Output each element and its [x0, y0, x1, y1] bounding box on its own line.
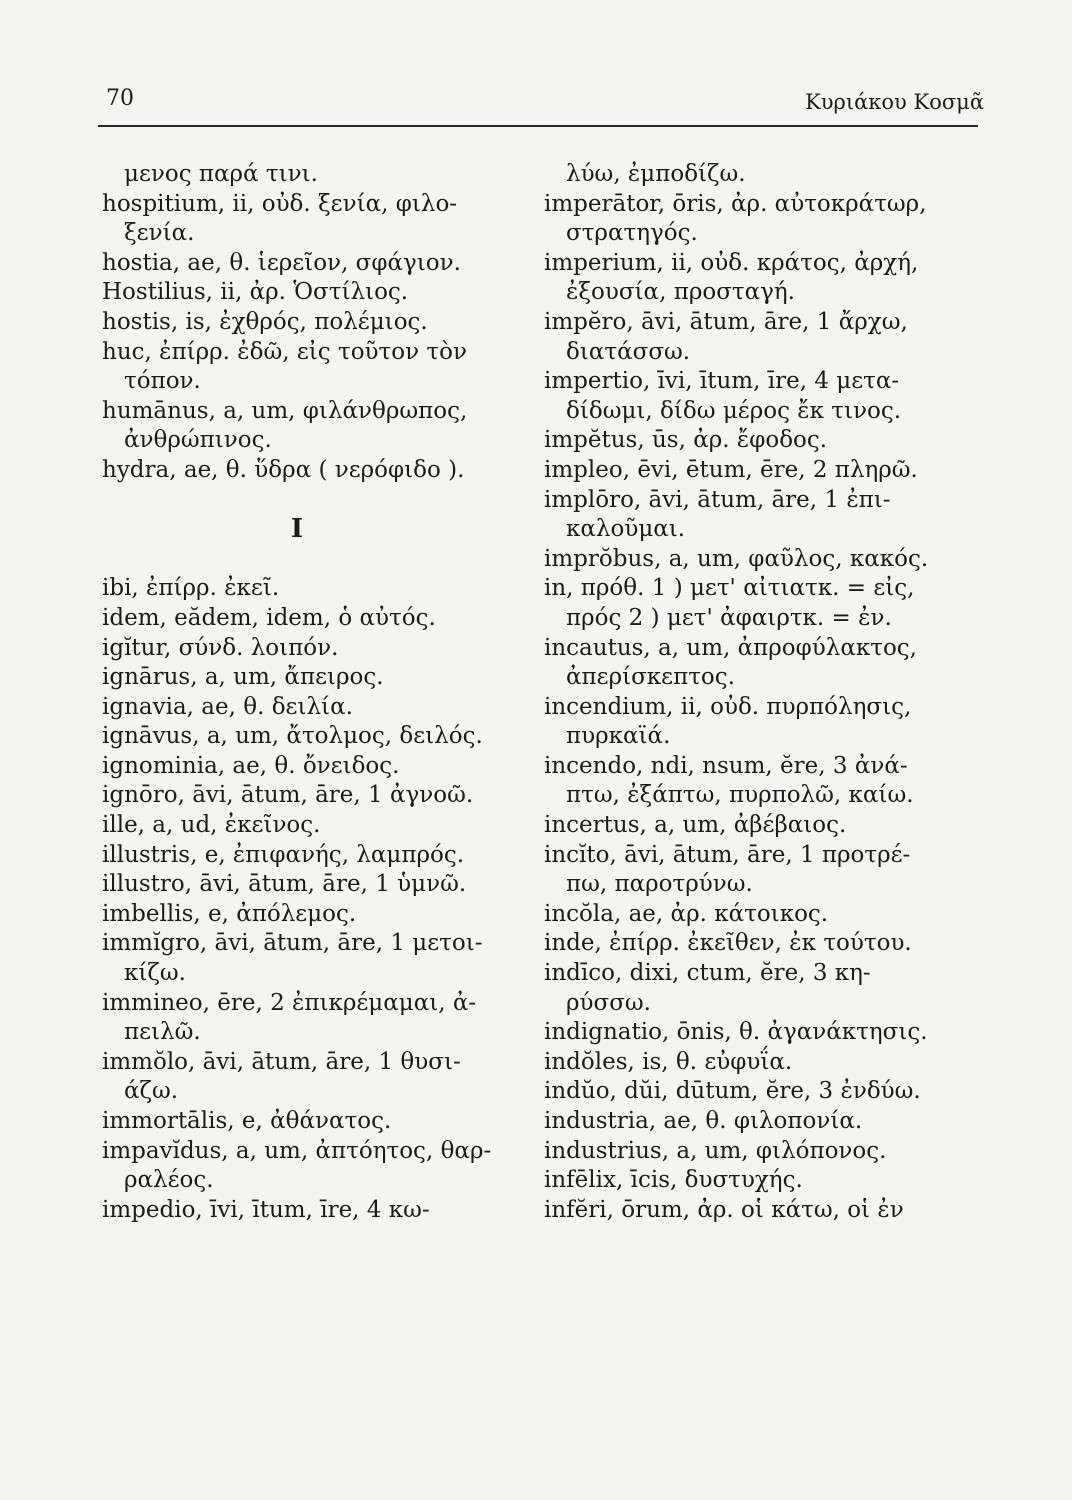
- entry-continuation-line: δίδωμι, δίδω μέρος ἔκ τινος.: [566, 397, 902, 424]
- dictionary-entry-line: ignavia, ae, θ. δειλία.: [102, 693, 353, 720]
- dictionary-entry-line: incŏla, ae, ἀρ. κάτοικος.: [544, 900, 829, 927]
- left-column: [102, 160, 532, 1225]
- entry-continuation-line: πρός 2 ) μετ' ἀφαιρτκ. = ἐν.: [566, 604, 892, 631]
- header-rule: [98, 125, 978, 127]
- page-number: 70: [106, 86, 134, 111]
- dictionary-entry-line: immortālis, e, ἀθάνατος.: [102, 1108, 392, 1134]
- dictionary-entry-line: indignatio, ōnis, θ. ἀγανάκτησις.: [544, 1019, 928, 1046]
- dictionary-entry-line: indŏles, is, θ. εὐφυΐα.: [544, 1048, 793, 1075]
- dictionary-entry-line: imperium, ii, οὐδ. κράτος, ἀρχή,: [544, 249, 919, 276]
- dictionary-entry-line: implōro, āvi, ātum, āre, 1 ἐπι-: [544, 486, 891, 513]
- dictionary-entry-line: hospitium, ii, οὐδ. ξενία, φιλο-: [102, 190, 458, 217]
- dictionary-entry-line: impleo, ēvi, ētum, ēre, 2 πληρῶ.: [544, 456, 918, 483]
- entry-continuation-line: τόπον.: [124, 368, 201, 395]
- dictionary-entry-line: incautus, a, um, ἀπροφύλακτος,: [544, 634, 917, 661]
- entry-continuation-line: ἐξουσία, προσταγή.: [566, 279, 795, 306]
- entry-continuation-line: διατάσσω.: [566, 338, 691, 365]
- dictionary-entry-line: incertus, a, um, ἀβέβαιος.: [544, 812, 847, 839]
- running-head-author: Κυριάκου Κοσμᾶ: [805, 90, 984, 114]
- dictionary-entry-line: immineo, ēre, 2 ἐπικρέμαμαι, ἀ-: [102, 989, 477, 1016]
- dictionary-entry-line: ibi, ἐπίρρ. ἐκεῖ.: [102, 575, 280, 602]
- entry-continuation-line: ἀνθρώπινος.: [124, 427, 272, 454]
- dictionary-entry-line: huc, ἐπίρρ. ἐδῶ, εἰς τοῦτον τὸν: [102, 338, 467, 365]
- entry-continuation-line: πτω, ἐξάπτω, πυρπολῶ, καίω.: [566, 782, 914, 809]
- dictionary-entry-line: ignārus, a, um, ἄπειρος.: [102, 664, 384, 691]
- dictionary-entry-line: impĕtus, ūs, ἀρ. ἔφοδος.: [544, 427, 828, 454]
- dictionary-entry-line: ignōro, āvi, ātum, āre, 1 ἀγνοῶ.: [102, 782, 474, 809]
- dictionary-entry-line: ignominia, ae, θ. ὄνειδος.: [102, 752, 400, 779]
- section-letter: I: [290, 514, 304, 545]
- dictionary-entry-line: igĭtur, σύνδ. λοιπόν.: [102, 634, 339, 661]
- dictionary-entry-line: imprŏbus, a, um, φαῦλος, κακός.: [544, 545, 929, 572]
- right-column: [544, 160, 974, 1225]
- entry-continuation-line: ἀπερίσκεπτος.: [566, 664, 735, 691]
- dictionary-entry-line: ille, a, ud, ἐκεῖνος.: [102, 812, 321, 839]
- dictionary-entry-line: immĭgro, āvi, ātum, āre, 1 μετοι-: [102, 930, 483, 957]
- dictionary-entry-line: indīco, dixi, ctum, ĕre, 3 κη-: [544, 960, 871, 987]
- entry-continuation-line: ξενία.: [124, 220, 195, 247]
- dictionary-entry-line: hostia, ae, θ. ἱερεῖον, σφάγιον.: [102, 249, 461, 276]
- entry-continuation-line: λύω, ἐμποδίζω.: [566, 161, 746, 187]
- dictionary-entry-line: in, πρόθ. 1 ) μετ' αἰτιατκ. = εἰς,: [544, 575, 915, 602]
- dictionary-entry-line: infēlix, īcis, δυστυχής.: [544, 1167, 803, 1194]
- blank-line: [102, 545, 532, 575]
- entry-continuation-line: στρατηγός.: [566, 220, 698, 247]
- dictionary-entry-line: imperātor, ōris, ἀρ. αὐτοκράτωρ,: [544, 190, 927, 217]
- dictionary-entry-line: imbellis, e, ἀπόλεμος.: [102, 900, 357, 927]
- dictionary-entry-line: hydra, ae, θ. ὕδρα ( νερόφιδο ).: [102, 456, 465, 483]
- entry-continuation-line: μενος παρά τινι.: [124, 161, 318, 187]
- dictionary-entry-line: humānus, a, um, φιλάνθρωπος,: [102, 397, 468, 424]
- blank-line: [102, 486, 532, 516]
- dictionary-entry-line: inde, ἐπίρρ. ἐκεῖθεν, ἐκ τούτου.: [544, 930, 912, 957]
- dictionary-entry-line: incendium, ii, οὐδ. πυρπόλησις,: [544, 693, 912, 720]
- dictionary-entry-line: indŭo, dŭi, dūtum, ĕre, 3 ἐνδύω.: [544, 1078, 921, 1105]
- entry-continuation-line: κίζω.: [124, 960, 186, 987]
- entry-continuation-line: άζω.: [124, 1078, 179, 1105]
- entry-continuation-line: ρύσσω.: [566, 989, 651, 1016]
- dictionary-entry-line: immŏlo, āvi, ātum, āre, 1 θυσι-: [102, 1048, 461, 1075]
- entry-continuation-line: πυρκαϊά.: [566, 723, 671, 750]
- dictionary-entry-line: illustris, e, ἐπιφανής, λαμπρός.: [102, 841, 465, 868]
- dictionary-entry-line: illustro, āvi, ātum, āre, 1 ὑμνῶ.: [102, 871, 467, 898]
- entry-continuation-line: πω, παροτρύνω.: [566, 871, 753, 898]
- entry-continuation-line: ραλέος.: [124, 1167, 214, 1194]
- entry-continuation-line: καλοῦμαι.: [566, 516, 686, 543]
- dictionary-entry-line: impedio, īvi, ītum, īre, 4 κω-: [102, 1196, 430, 1223]
- dictionary-entry-line: incĭto, āvi, ātum, āre, 1 προτρέ-: [544, 841, 911, 868]
- dictionary-entry-line: incendo, ndi, nsum, ĕre, 3 ἀνά-: [544, 752, 908, 779]
- dictionary-entry-line: industrius, a, um, φιλόπονος.: [544, 1137, 887, 1164]
- dictionary-entry-line: hostis, is, ἐχθρός, πολέμιος.: [102, 308, 428, 335]
- dictionary-entry-line: Hostilius, ii, ἀρ. Ὁστίλιος.: [102, 279, 409, 306]
- dictionary-entry-line: ignāvus, a, um, ἄτολμος, δειλός.: [102, 723, 483, 750]
- dictionary-entry-line: infĕri, ōrum, ἀρ. οἱ κάτω, οἱ ἐν: [544, 1196, 904, 1223]
- dictionary-entry-line: industria, ae, θ. φιλοπονία.: [544, 1108, 863, 1134]
- dictionary-entry-line: impavĭdus, a, um, ἀπτόητος, θαρ-: [102, 1137, 492, 1164]
- dictionary-entry-line: impertio, īvi, ītum, īre, 4 μετα-: [544, 368, 900, 395]
- entry-continuation-line: πειλῶ.: [124, 1019, 201, 1046]
- dictionary-entry-line: idem, eădem, idem, ὁ αὐτός.: [102, 604, 436, 631]
- dictionary-entry-line: impĕro, āvi, ātum, āre, 1 ἄρχω,: [544, 308, 908, 335]
